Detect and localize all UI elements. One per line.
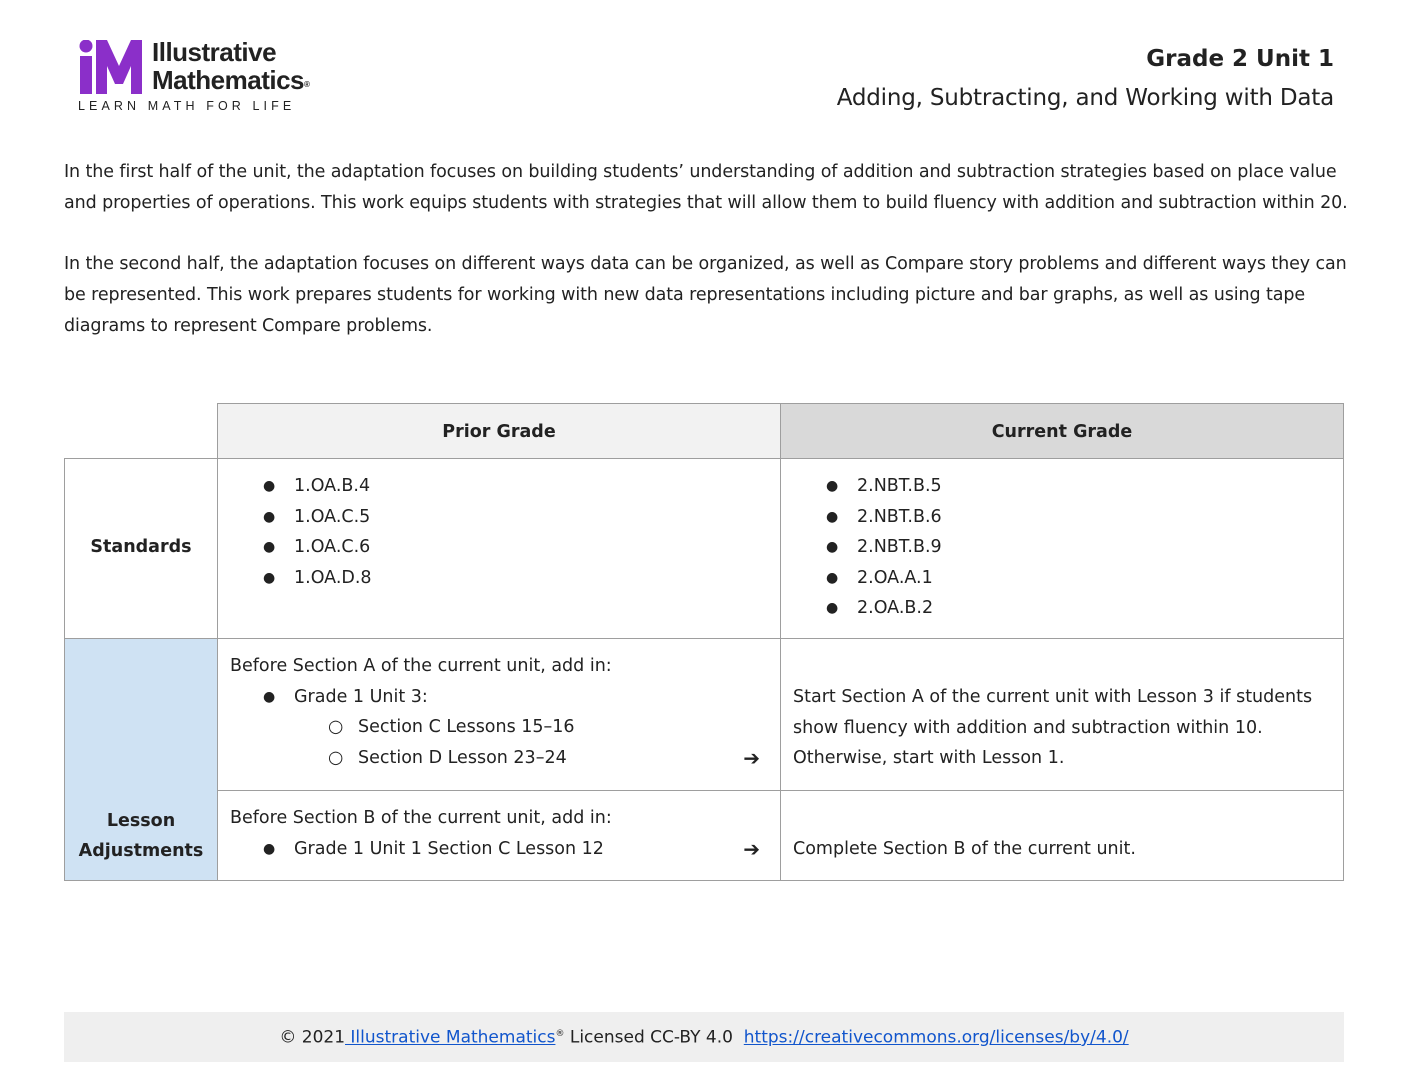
lesson-adjustments-label-line1: Lesson xyxy=(106,811,176,831)
logo-name-line2: Mathematics xyxy=(152,65,304,95)
adjustment-2-list xyxy=(218,834,604,865)
bullet-icon: ● xyxy=(826,539,839,555)
footer-copyright: © 2021 xyxy=(279,1027,346,1048)
standards-label: Standards xyxy=(90,537,192,557)
lesson-adjustments-label-cell xyxy=(64,638,218,881)
bullet-icon: ● xyxy=(263,539,276,555)
prior-grade-header-cell xyxy=(217,403,781,459)
adjustment-1-intro: Before Section A of the current unit, add in: xyxy=(230,656,612,676)
lesson-adjustments-label xyxy=(65,806,217,866)
list-item xyxy=(218,502,372,533)
logo-wordmark xyxy=(152,38,310,99)
list-item xyxy=(781,532,942,563)
arrow-right-icon: ➔ xyxy=(743,837,760,861)
standard-code: 1.OA.C.5 xyxy=(294,506,371,527)
bullet-icon: ● xyxy=(826,478,839,494)
document-header xyxy=(837,44,1334,113)
prior-standards-cell xyxy=(217,458,781,639)
adjustment-1-current-text: Start Section A of the current unit with Lesson 3 if students show fluency with addition and subtraction within 10. Otherwise, start with Lesson 1. xyxy=(793,687,1313,768)
adjustment-2-item: Grade 1 Unit 1 Section C Lesson 12 xyxy=(294,839,604,859)
intro-paragraph-1: In the first half of the unit, the adaptation focuses on building students’ understanding of addition and subtraction strategies based on place value and properties of operations. This work equips students with strategies that will allow them to build fluency with addition and subtraction within 20. xyxy=(64,162,1348,213)
adjustment-2-current-cell xyxy=(780,790,1344,881)
list-item xyxy=(218,471,372,502)
illustrative-mathematics-link[interactable]: Illustrative Mathematics xyxy=(345,1027,556,1048)
adjustment-2-intro: Before Section B of the current unit, add in: xyxy=(230,808,612,828)
current-standards-list xyxy=(781,471,942,624)
list-item xyxy=(218,682,428,713)
standard-code: 1.OA.B.4 xyxy=(294,476,371,496)
im-logo-icon xyxy=(79,40,143,94)
adjustment-2-current-text: Complete Section B of the current unit. xyxy=(793,839,1136,859)
adjustment-1-item: Grade 1 Unit 3: xyxy=(294,687,428,707)
illustrative-mathematics-logo xyxy=(76,38,346,118)
footer xyxy=(64,1012,1344,1062)
prior-standards-list xyxy=(218,471,372,593)
intro-paragraph-2: In the second half, the adaptation focuses on different ways data can be organized, as well as Compare story problems and different ways they can be represented. This work prepares students for working with new data representations including picture and bar graphs, as well as using tape diagrams to represent Compare problems. xyxy=(64,254,1347,336)
standard-code: 2.NBT.B.9 xyxy=(857,537,942,557)
document-subtitle: Adding, Subtracting, and Working with Data xyxy=(836,85,1334,111)
adjustment-1-subitem-1: Section C Lessons 15–16 xyxy=(358,717,575,737)
document-title: Grade 2 Unit 1 xyxy=(1146,46,1334,72)
list-item xyxy=(781,471,942,502)
logo-name-line1: Illustrative xyxy=(152,37,277,67)
bullet-icon: ● xyxy=(263,569,276,586)
standard-code: 1.OA.D.8 xyxy=(294,567,372,588)
lesson-adjustments-label-line2: Adjustments xyxy=(78,841,204,861)
bullet-icon: ● xyxy=(263,478,276,494)
bullet-icon: ● xyxy=(263,841,276,857)
bullet-icon: ● xyxy=(826,600,839,616)
list-item xyxy=(781,563,942,594)
sub-bullet-icon: ○ xyxy=(328,748,344,768)
current-standards-cell xyxy=(780,458,1344,639)
standard-code: 2.NBT.B.5 xyxy=(857,476,942,496)
list-item xyxy=(218,563,372,594)
standard-code: 1.OA.C.6 xyxy=(294,537,371,557)
standards-label-cell xyxy=(64,458,218,639)
standard-code: 2.OA.B.2 xyxy=(857,598,934,618)
adjustment-1-prior-cell xyxy=(217,638,781,791)
bullet-icon: ● xyxy=(826,508,839,525)
current-grade-header: Current Grade xyxy=(991,422,1133,442)
adjustment-1-current-cell xyxy=(780,638,1344,791)
bullet-icon: ● xyxy=(826,569,839,586)
logo-tagline: LEARN MATH FOR LIFE xyxy=(78,99,296,113)
intro-text xyxy=(64,157,1354,372)
list-item xyxy=(781,593,942,624)
list-item xyxy=(218,834,604,865)
standard-code: 2.NBT.B.6 xyxy=(857,506,942,527)
sub-bullet-icon: ○ xyxy=(328,717,344,737)
bullet-icon: ● xyxy=(263,689,276,705)
footer-registered-mark: ® xyxy=(555,1029,565,1039)
arrow-right-icon: ➔ xyxy=(743,746,760,770)
bullet-icon: ● xyxy=(263,508,276,525)
license-link[interactable]: https://creativecommons.org/licenses/by/4.0/ xyxy=(743,1027,1129,1048)
current-grade-header-cell xyxy=(780,403,1344,459)
logo-registered-mark: ® xyxy=(304,80,310,89)
prior-grade-header: Prior Grade xyxy=(442,422,556,442)
list-item xyxy=(218,532,372,563)
list-item xyxy=(781,502,942,533)
grade-comparison-table xyxy=(64,403,1344,881)
standard-code: 2.OA.A.1 xyxy=(857,567,933,588)
adjustment-2-prior-cell xyxy=(217,790,781,881)
adjustment-1-list xyxy=(218,682,428,713)
adjustment-1-subitem-2: Section D Lesson 23–24 xyxy=(358,748,567,768)
footer-license-text: Licensed CC-BY 4.0 xyxy=(564,1027,744,1048)
